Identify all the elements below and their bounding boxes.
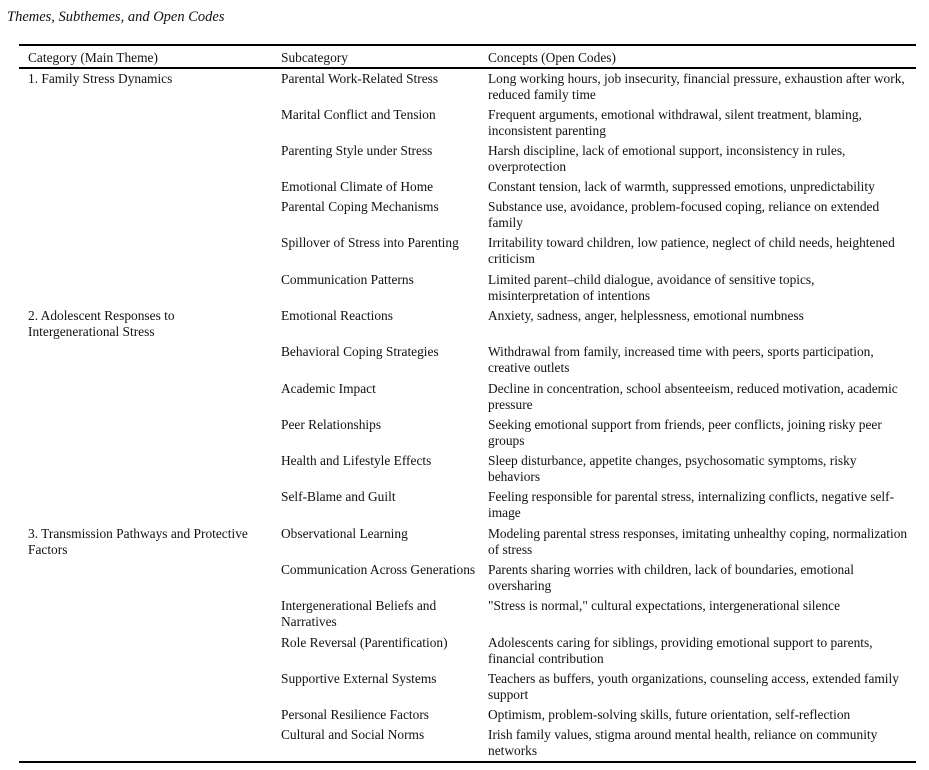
row-concepts: Modeling parental stress responses, imitating unhealthy coping, normalization of stress [488,526,908,558]
row-concepts: Anxiety, sadness, anger, helplessness, emotional numbness [488,308,804,323]
row-concepts: Seeking emotional support from friends, peer conflicts, joining risky peer groups [488,417,882,449]
row-subcategory: Personal Resilience Factors [281,707,430,722]
row-subcategory: Role Reversal (Parentification) [281,635,448,650]
row-concepts: Optimism, problem-solving skills, future orientation, self-reflection [488,707,851,722]
row-concepts: Adolescents caring for siblings, providing emotional support to parents, financial contribution [488,635,873,667]
row-concepts: Frequent arguments, emotional withdrawal, silent treatment, blaming, inconsistent parenting [488,107,862,139]
row-concepts: Withdrawal from family, increased time with peers, sports participation, creative outlets [488,344,874,376]
row-subcategory: Emotional Reactions [281,308,393,323]
row-category: 3. Transmission Pathways and Protective Factors [28,526,248,558]
row-subcategory: Parental Coping Mechanisms [281,199,439,214]
row-subcategory: Communication Across Generations [281,562,476,577]
header-category: Category (Main Theme) [28,50,158,65]
table-top-rule [19,44,916,46]
header-bottom-rule [19,67,916,69]
row-concepts: Teachers as buffers, youth organizations, counseling access, extended family support [488,671,899,703]
row-subcategory: Observational Learning [281,526,408,541]
row-concepts: Decline in concentration, school absenteeism, reduced motivation, academic pressure [488,381,898,413]
row-concepts: Sleep disturbance, appetite changes, psychosomatic symptoms, risky behaviors [488,453,857,485]
row-concepts: Irish family values, stigma around mental health, reliance on community networks [488,727,878,759]
row-concepts: Long working hours, job insecurity, financial pressure, exhaustion after work, reduced family time [488,71,905,103]
table-bottom-rule [19,761,916,763]
row-category: 2. Adolescent Responses to Intergenerational Stress [28,308,175,340]
table-title: Themes, Subthemes, and Open Codes [7,9,225,25]
row-subcategory: Spillover of Stress into Parenting [281,235,459,250]
row-concepts: Constant tension, lack of warmth, suppressed emotions, unpredictability [488,179,875,194]
row-concepts: Parents sharing worries with children, lack of boundaries, emotional oversharing [488,562,854,594]
row-subcategory: Academic Impact [281,381,376,396]
row-concepts: Substance use, avoidance, problem-focused coping, reliance on extended family [488,199,880,231]
row-concepts: Irritability toward children, low patience, neglect of child needs, heightened criticism [488,235,895,267]
row-concepts: Feeling responsible for parental stress, internalizing conflicts, negative self-image [488,489,895,521]
row-subcategory: Supportive External Systems [281,671,437,686]
header-subcategory: Subcategory [281,50,348,65]
row-subcategory: Behavioral Coping Strategies [281,344,439,359]
row-category: 1. Family Stress Dynamics [28,71,173,86]
row-subcategory: Parental Work-Related Stress [281,71,439,86]
row-concepts: Limited parent–child dialogue, avoidance of sensitive topics, misinterpretation of intentions [488,272,815,304]
row-subcategory: Health and Lifestyle Effects [281,453,432,468]
row-concepts: "Stress is normal," cultural expectations, intergenerational silence [488,598,841,613]
row-subcategory: Peer Relationships [281,417,382,432]
row-subcategory: Marital Conflict and Tension [281,107,436,122]
row-subcategory: Emotional Climate of Home [281,179,434,194]
row-subcategory: Cultural and Social Norms [281,727,425,742]
row-subcategory: Communication Patterns [281,272,414,287]
header-concepts: Concepts (Open Codes) [488,50,616,65]
row-subcategory: Parenting Style under Stress [281,143,433,158]
row-concepts: Harsh discipline, lack of emotional support, inconsistency in rules, overprotection [488,143,846,175]
row-subcategory: Intergenerational Beliefs and Narratives [281,598,437,630]
row-subcategory: Self-Blame and Guilt [281,489,396,504]
